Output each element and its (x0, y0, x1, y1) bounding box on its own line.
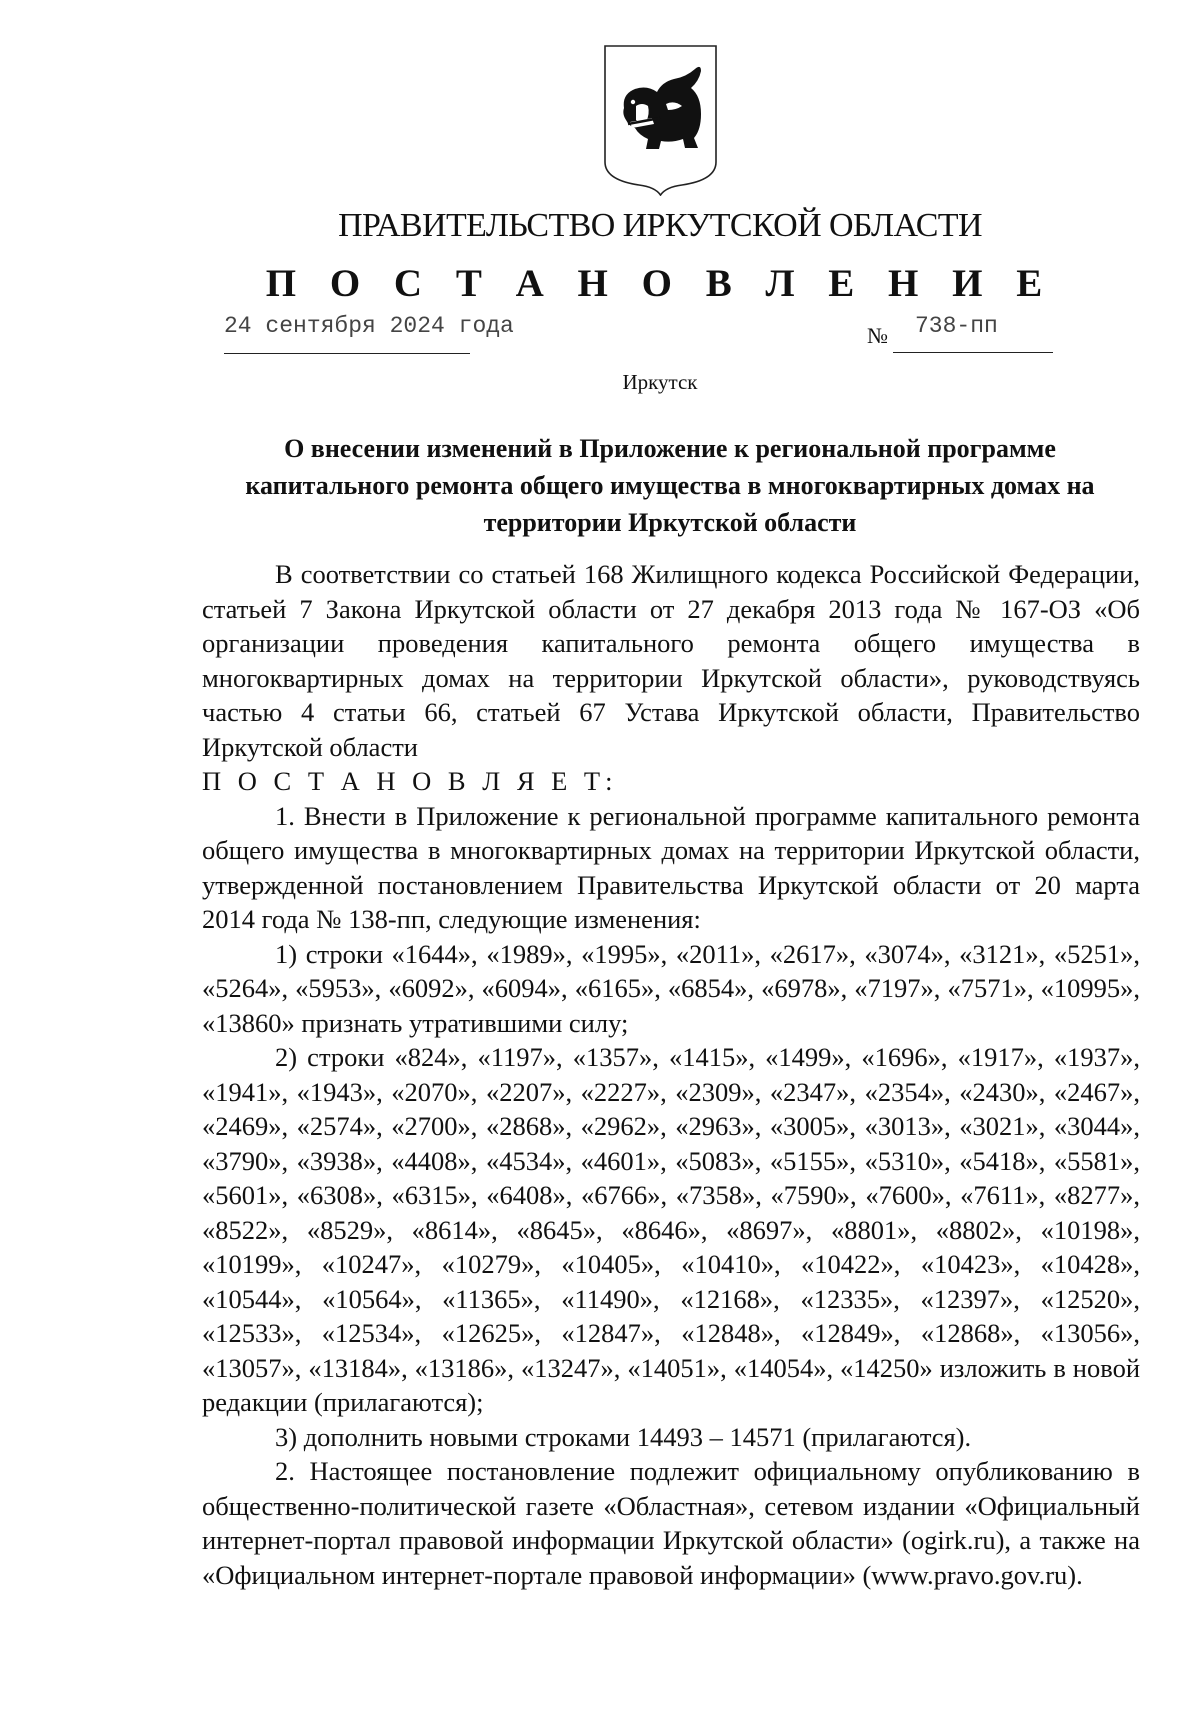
item-1-3-paragraph: 3) дополнить новыми строками 14493 – 14571 (прилагаются). (275, 1421, 972, 1452)
document-kind-title: П О С Т А Н О В Л Е Н И Е (265, 262, 1055, 305)
item-2-paragraph: 2. Настоящее постановление подлежит официальному опубликованию в общественно-политической газете «Областная», сетевом издании «Официальный интернет-портал правовой информации Иркутской области» (ogirk.ru), а также на «Официальном интернет-портале правовой информации» (www.pravo.gov.ru). (202, 1456, 1140, 1590)
government-title: ПРАВИТЕЛЬСТВО ИРКУТСКОЙ ОБЛАСТИ (338, 207, 982, 244)
decree-heading: П О С Т А Н О В Л Я Е Т: (202, 766, 618, 796)
document-number: 738-пп (893, 313, 1053, 353)
irkutsk-babr-coat-of-arms-icon (602, 44, 719, 196)
number-sign: № (867, 323, 888, 348)
document-subject: О внесении изменений в Приложение к региональной программе капитального ремонта общего имущества в многоквартирных домах на территории Иркутской области (245, 434, 1095, 537)
preamble-paragraph: В соответствии со статьей 168 Жилищного кодекса Российской Федерации, статьей 7 Закона Иркутской области от 27 декабря 2013 года № 167-ОЗ «Об организации проведения капитального ремонта общего имущества в многоквартирных домах на территории Иркутской области», руководствуясь частью 4 статьи 66, статьей 67 Устава Иркутской области, Правительство Иркутской области (202, 559, 1140, 762)
document-body (202, 557, 1140, 1592)
item-1-paragraph: 1. Внести в Приложение к региональной программе капитального ремонта общего имущества в многоквартирных домах на территории Иркутской области, утвержденной постановлением Правительства Иркутской области от 20 марта 2014 года № 138-пп, следующие изменения: (202, 800, 1140, 934)
item-1-1-paragraph: 1) строки «1644», «1989», «1995», «2011», «2617», «3074», «3121», «5251», «5264», «5953», «6092», «6094», «6165», «6854», «6978», «7197», «7571», «10995», «13860» признать утратившими силу; (202, 938, 1140, 1038)
item-1-2-paragraph: 2) строки «824», «1197», «1357», «1415», «1499», «1696», «1917», «1937», «1941», «1943», «2070», «2207», «2227», «2309», «2347», «2354», «2430», «2467», «2469», «2574», «2700», «2868», «2962», «2963», «3005», «3013», «3021», «3044», «3790», «3938», «4408», «4534», «4601», «5083», «5155», «5310», «5418», «5581», «5601», «6308», «6315», «6408», «6766», «7358», «7590», «7600», «7611», «8277», «8522», «8529», «8614», «8645», «8646», «8697», «8801», «8802», «10198», «10199», «10247», «10279», «10405», «10410», «10422», «10423», «10428», «10544», «10564», «11365», «11490», «12168», «12335», «12397», «12520», «12533», «12534», «12625», «12847», «12848», «12849», «12868», «13056», «13057», «13184», «13186», «13247», «14051», «14054», «14250» изложить в новой редакции (прилагаются); (202, 1042, 1140, 1417)
document-city: Иркутск (622, 370, 698, 394)
document-date: 24 сентября 2024 года (224, 313, 470, 354)
